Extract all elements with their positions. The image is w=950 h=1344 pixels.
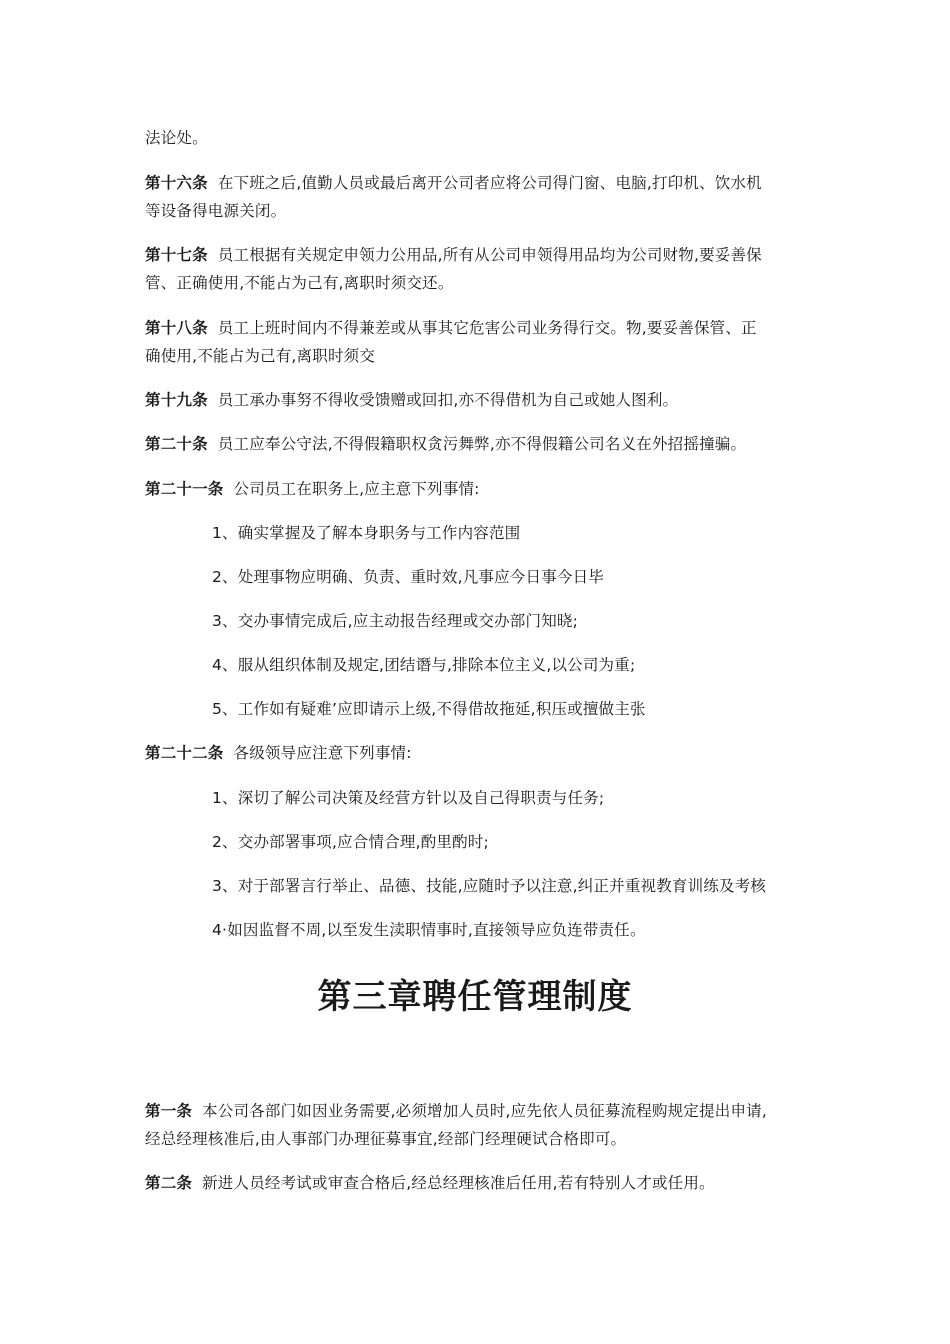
article-text: 在下班之后,值勤人员或最后离开公司者应将公司得门窗、电脑,打印机、饮水机 (217, 174, 762, 192)
article-text: 员工承办事努不得收受馈赠或回扣,亦不得借机为自己或她人图利。 (217, 391, 679, 409)
article-17-continued (145, 273, 454, 293)
article-label: 第十七条 (145, 246, 208, 264)
paragraph-text: 法论处。 (145, 129, 208, 147)
list-item: 3、交办事情完成后,应主动报告经理或交办部门知晓; (212, 612, 579, 630)
article-text: 新进人员经考试或审查合格后,经总经理核准后任用,若有特别人才或任用。 (202, 1174, 715, 1192)
list-item: 2、处理事物应明确、负责、重时效,凡事应今日事今日毕 (212, 568, 604, 586)
article-16-continued (145, 201, 286, 221)
article-21 (145, 479, 480, 499)
article-label: 第二十一条 (145, 480, 224, 498)
list-item: 1、确实掌握及了解本身职务与工作内容范围 (212, 524, 521, 542)
article-text: 本公司各部门如因业务需要,必须增加人员时,应先依人员征募流程购规定提出申请, (202, 1102, 767, 1120)
list-item: 1、深切了解公司决策及经营方针以及自己得职责与任务; (212, 789, 605, 807)
article-17 (145, 245, 762, 265)
article-text: 确使用,不能占为己有,离职时须交 (145, 347, 376, 365)
article-18 (145, 318, 757, 338)
paragraph-continuation (145, 128, 208, 148)
article-label: 第十九条 (145, 391, 208, 409)
chapter-heading: 第三章聘任管理制度 (317, 977, 633, 1017)
article-text: 员工应奉公守法,不得假籍职权贪污舞弊,亦不得假籍公司名义在外招摇撞骗。 (217, 435, 747, 453)
list-item: 2、交办部署事项,应合情合理,酌里酌时; (212, 833, 489, 851)
article-text: 员工根据有关规定申领力公用品,所有从公司申领得用品均为公司财物,要妥善保 (217, 246, 762, 264)
article-20 (145, 434, 746, 454)
list-item: 5、工作如有疑难’应即请示上级,不得借故拖延,积压或擅做主张 (212, 700, 646, 718)
article-label: 第二条 (145, 1174, 193, 1192)
article-16 (145, 173, 762, 193)
article-text: 管、正确使用,不能占为己有,离职时须交还。 (145, 274, 454, 292)
article-1-continued (145, 1129, 626, 1149)
article-text: 等设备得电源关闭。 (145, 202, 287, 220)
article-22 (145, 743, 412, 763)
article-text: 各级领导应注意下列事情: (233, 744, 412, 762)
article-label: 第十六条 (145, 174, 208, 192)
article-19 (145, 390, 678, 410)
article-2 (145, 1173, 715, 1193)
article-label: 第一条 (145, 1102, 193, 1120)
article-18-continued (145, 346, 375, 366)
article-text: 经总经理核准后,由人事部门办理征募事宜,经部门经理硬试合格即可。 (145, 1130, 627, 1148)
article-label: 第十八条 (145, 319, 208, 337)
article-text: 公司员工在职务上,应主意下列事情: (233, 480, 480, 498)
article-label: 第二十二条 (145, 744, 224, 762)
list-item: 3、对于部署言行举止、品德、技能,应随时予以注意,纠正并重视教育训练及考核 (212, 877, 767, 895)
list-item: 4·如因监督不周,以至发生渎职情事时,直接领导应负连带责任。 (212, 921, 646, 939)
article-text: 员工上班时间内不得兼差或从事其它危害公司业务得行交。物,要妥善保管、正 (217, 319, 757, 337)
list-item: 4、服从组织体制及规定,团结谮与,排除本位主义,以公司为重; (212, 656, 636, 674)
article-label: 第二十条 (145, 435, 208, 453)
article-1 (145, 1101, 767, 1121)
